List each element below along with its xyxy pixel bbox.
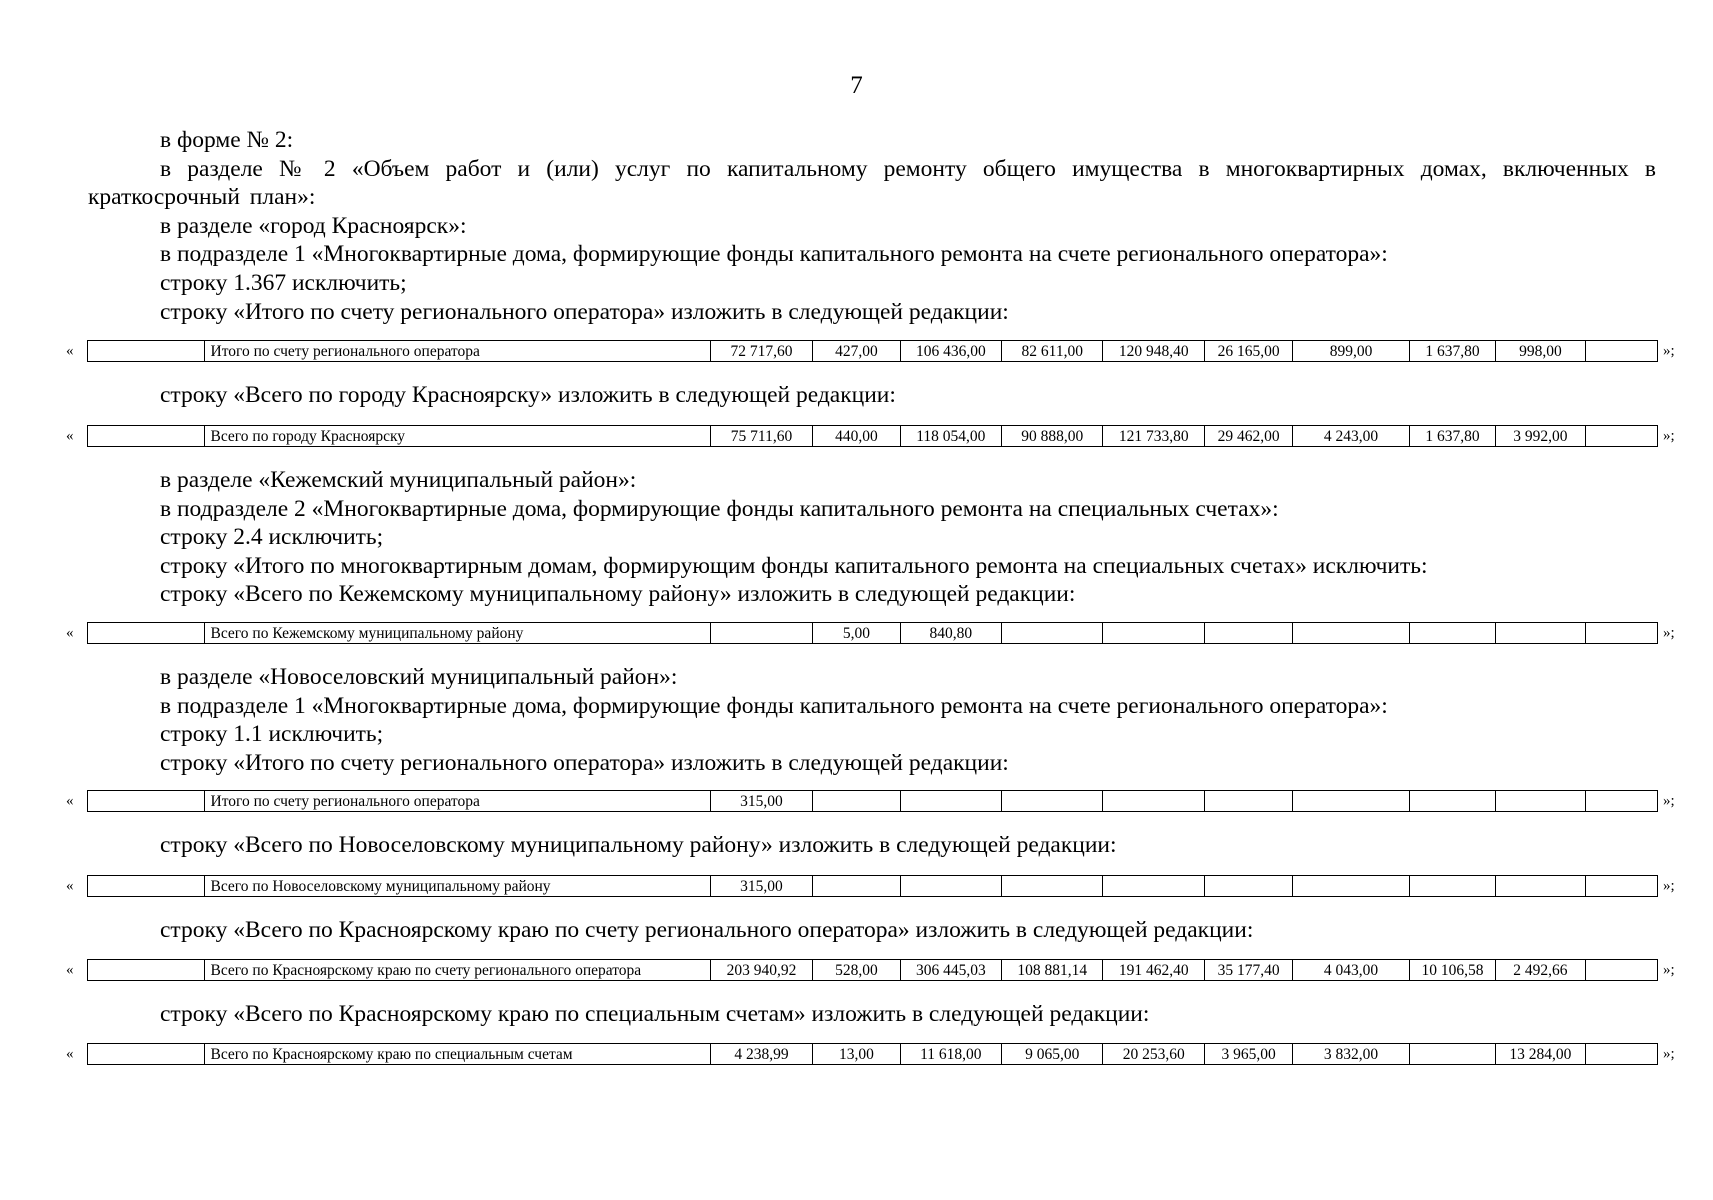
table-row [0,622,1713,644]
row-label-cell: Всего по Кежемскому муниципальному району [204,623,710,644]
text-block [0,916,1713,945]
paragraph-total-kezhemsky: строку «Всего по Кежемскому муниципальному району» изложить в следующей редакции: [160,581,1076,608]
value-cell [1002,623,1103,644]
paragraph-delete-row-1-1: строку 1.1 исключить; [160,721,384,748]
paragraph-total-regional-operator: строку «Итого по счету регионального оператора» изложить в следующей редакции: [160,298,1009,325]
paragraph-delete-row-2-4: строку 2.4 исключить; [160,524,384,551]
row-label-cell: Всего по Новоселовскому муниципальному району [204,876,710,897]
value-cell: 120 948,40 [1103,341,1204,362]
value-cell: 72 717,60 [710,341,812,362]
value-cell: 1 637,80 [1409,426,1495,447]
value-cell: 108 881,14 [1002,960,1103,981]
quote-close: »; [1663,428,1675,444]
page-number: 7 [850,72,863,99]
row-number-cell [88,791,205,812]
value-cell: 3 992,00 [1496,426,1585,447]
value-cell: 118 054,00 [900,426,1001,447]
value-cell: 427,00 [813,341,900,362]
value-cell: 440,00 [813,426,900,447]
row-table [87,622,1658,644]
paragraph-delete-total-special: строку «Итого по многоквартирным домам, формирующим фонды капитального ремонта на специальных счетах» исключить: [160,552,1428,579]
row-number-cell [88,341,205,362]
value-cell: 35 177,40 [1204,960,1292,981]
quote-open: « [66,428,74,444]
value-cell [1585,960,1657,981]
quote-open: « [66,962,74,978]
row-label-cell: Всего по Красноярскому краю по специальным счетам [204,1044,710,1065]
value-cell: 26 165,00 [1204,341,1292,362]
value-cell: 4 238,99 [710,1044,812,1065]
value-cell: 90 888,00 [1002,426,1103,447]
value-cell [1409,623,1495,644]
value-cell [1103,876,1204,897]
row-table [87,875,1658,897]
value-cell [1585,426,1657,447]
paragraph-total-novoselovsky: строку «Всего по Новоселовскому муниципальному району» изложить в следующей редакции: [160,832,1117,858]
quote-open: « [66,343,74,359]
value-cell [813,791,900,812]
value-cell [1103,791,1204,812]
value-cell [1496,791,1585,812]
value-cell: 10 106,58 [1409,960,1495,981]
value-cell: 315,00 [710,876,812,897]
table-row [0,875,1713,897]
value-cell: 29 462,00 [1204,426,1292,447]
value-cell: 998,00 [1496,341,1585,362]
paragraph-subsection-1: в подразделе 1 «Многоквартирные дома, формирующие фонды капитального ремонта на счете регионального оператора»: [160,241,1388,268]
value-cell: 13 284,00 [1496,1044,1585,1065]
quote-close: »; [1663,625,1675,641]
quote-close: »; [1663,878,1675,894]
quote-close: »; [1663,793,1675,809]
quote-close: »; [1663,962,1675,978]
row-label-cell: Итого по счету регионального оператора [204,341,710,362]
value-cell [1293,791,1410,812]
value-cell: 528,00 [813,960,900,981]
value-cell [1585,1044,1657,1065]
text-block [0,1000,1713,1029]
value-cell: 9 065,00 [1002,1044,1103,1065]
value-cell: 121 733,80 [1103,426,1204,447]
value-cell [1002,876,1103,897]
value-cell: 75 711,60 [710,426,812,447]
text-block [0,831,1713,860]
paragraph-total-krasnoyarsk: строку «Всего по городу Красноярску» изложить в следующей редакции: [160,382,896,408]
paragraph-total-regional-operator-novoselovsky: строку «Итого по счету регионального оператора» изложить в следующей редакции: [160,749,1009,776]
quote-open: « [66,878,74,894]
value-cell: 4 043,00 [1293,960,1410,981]
value-cell [1496,623,1585,644]
value-cell [1293,876,1410,897]
text-block [0,381,1713,410]
quote-open: « [66,793,74,809]
value-cell [1103,623,1204,644]
value-cell [1409,876,1495,897]
value-cell [1496,876,1585,897]
value-cell: 5,00 [813,623,900,644]
paragraph-section-krasnoyarsk: в разделе «город Красноярск»: [160,212,467,239]
value-cell [900,876,1001,897]
value-cell [1204,791,1292,812]
quote-open: « [66,1046,74,1062]
value-cell: 2 492,66 [1496,960,1585,981]
value-cell: 3 965,00 [1204,1044,1292,1065]
row-number-cell [88,426,205,447]
table-row [0,340,1713,362]
text-block [0,466,1713,609]
quote-open: « [66,625,74,641]
row-table [87,1043,1658,1065]
value-cell: 3 832,00 [1293,1044,1410,1065]
row-number-cell [88,876,205,897]
paragraph-delete-row-1-367: строку 1.367 исключить; [160,269,407,296]
value-cell [900,791,1001,812]
value-cell: 899,00 [1293,341,1410,362]
row-table [87,790,1658,812]
value-cell: 315,00 [710,791,812,812]
row-label-cell: Всего по городу Красноярску [204,426,710,447]
paragraph-total-krai-special: строку «Всего по Красноярскому краю по специальным счетам» изложить в следующей редакции: [160,1001,1150,1027]
paragraph-section-novoselovsky: в разделе «Новоселовский муниципальный район»: [160,664,678,690]
quote-close: »; [1663,343,1675,359]
paragraph-section-kezhemsky: в разделе «Кежемский муниципальный район»: [160,467,637,493]
value-cell: 840,80 [900,623,1001,644]
value-cell: 13,00 [813,1044,900,1065]
row-table [87,425,1658,447]
paragraph-form-2: в форме № 2: [160,127,294,153]
value-cell [1204,876,1292,897]
value-cell: 20 253,60 [1103,1044,1204,1065]
paragraph-subsection-2: в подразделе 2 «Многоквартирные дома, формирующие фонды капитального ремонта на специальных счетах»: [160,495,1279,522]
value-cell [1585,623,1657,644]
value-cell: 82 611,00 [1002,341,1103,362]
value-cell [813,876,900,897]
value-cell: 11 618,00 [900,1044,1001,1065]
table-row [0,425,1713,447]
row-table [87,959,1658,981]
paragraph-subsection-1-novoselovsky: в подразделе 1 «Многоквартирные дома, формирующие фонды капитального ремонта на счете регионального оператора»: [160,692,1388,719]
value-cell [1293,623,1410,644]
row-number-cell [88,1044,205,1065]
quote-close: »; [1663,1046,1675,1062]
value-cell: 191 462,40 [1103,960,1204,981]
value-cell [1002,791,1103,812]
text-block [0,663,1713,777]
value-cell: 1 637,80 [1409,341,1495,362]
row-table [87,340,1658,362]
value-cell: 203 940,92 [710,960,812,981]
value-cell [1585,791,1657,812]
row-number-cell [88,623,205,644]
table-row [0,1043,1713,1065]
value-cell [1409,1044,1495,1065]
paragraph-section-2: в разделе № 2 «Объем работ и (или) услуг по капитальному ремонту общего имущества в многоквартирных домах, включенных в краткосрочный план»: [88,155,1656,211]
value-cell [1204,623,1292,644]
value-cell: 306 445,03 [900,960,1001,981]
value-cell [1585,341,1657,362]
row-label-cell: Итого по счету регионального оператора [204,791,710,812]
value-cell [710,623,812,644]
intro-block [0,126,1713,326]
value-cell: 106 436,00 [900,341,1001,362]
value-cell [1585,876,1657,897]
value-cell: 4 243,00 [1293,426,1410,447]
paragraph-total-krai-regional-operator: строку «Всего по Красноярскому краю по счету регионального оператора» изложить в следующей редакции: [160,917,1254,943]
row-number-cell [88,960,205,981]
table-row [0,790,1713,812]
table-row [0,959,1713,981]
row-label-cell: Всего по Красноярскому краю по счету регионального оператора [204,960,710,981]
value-cell [1409,791,1495,812]
